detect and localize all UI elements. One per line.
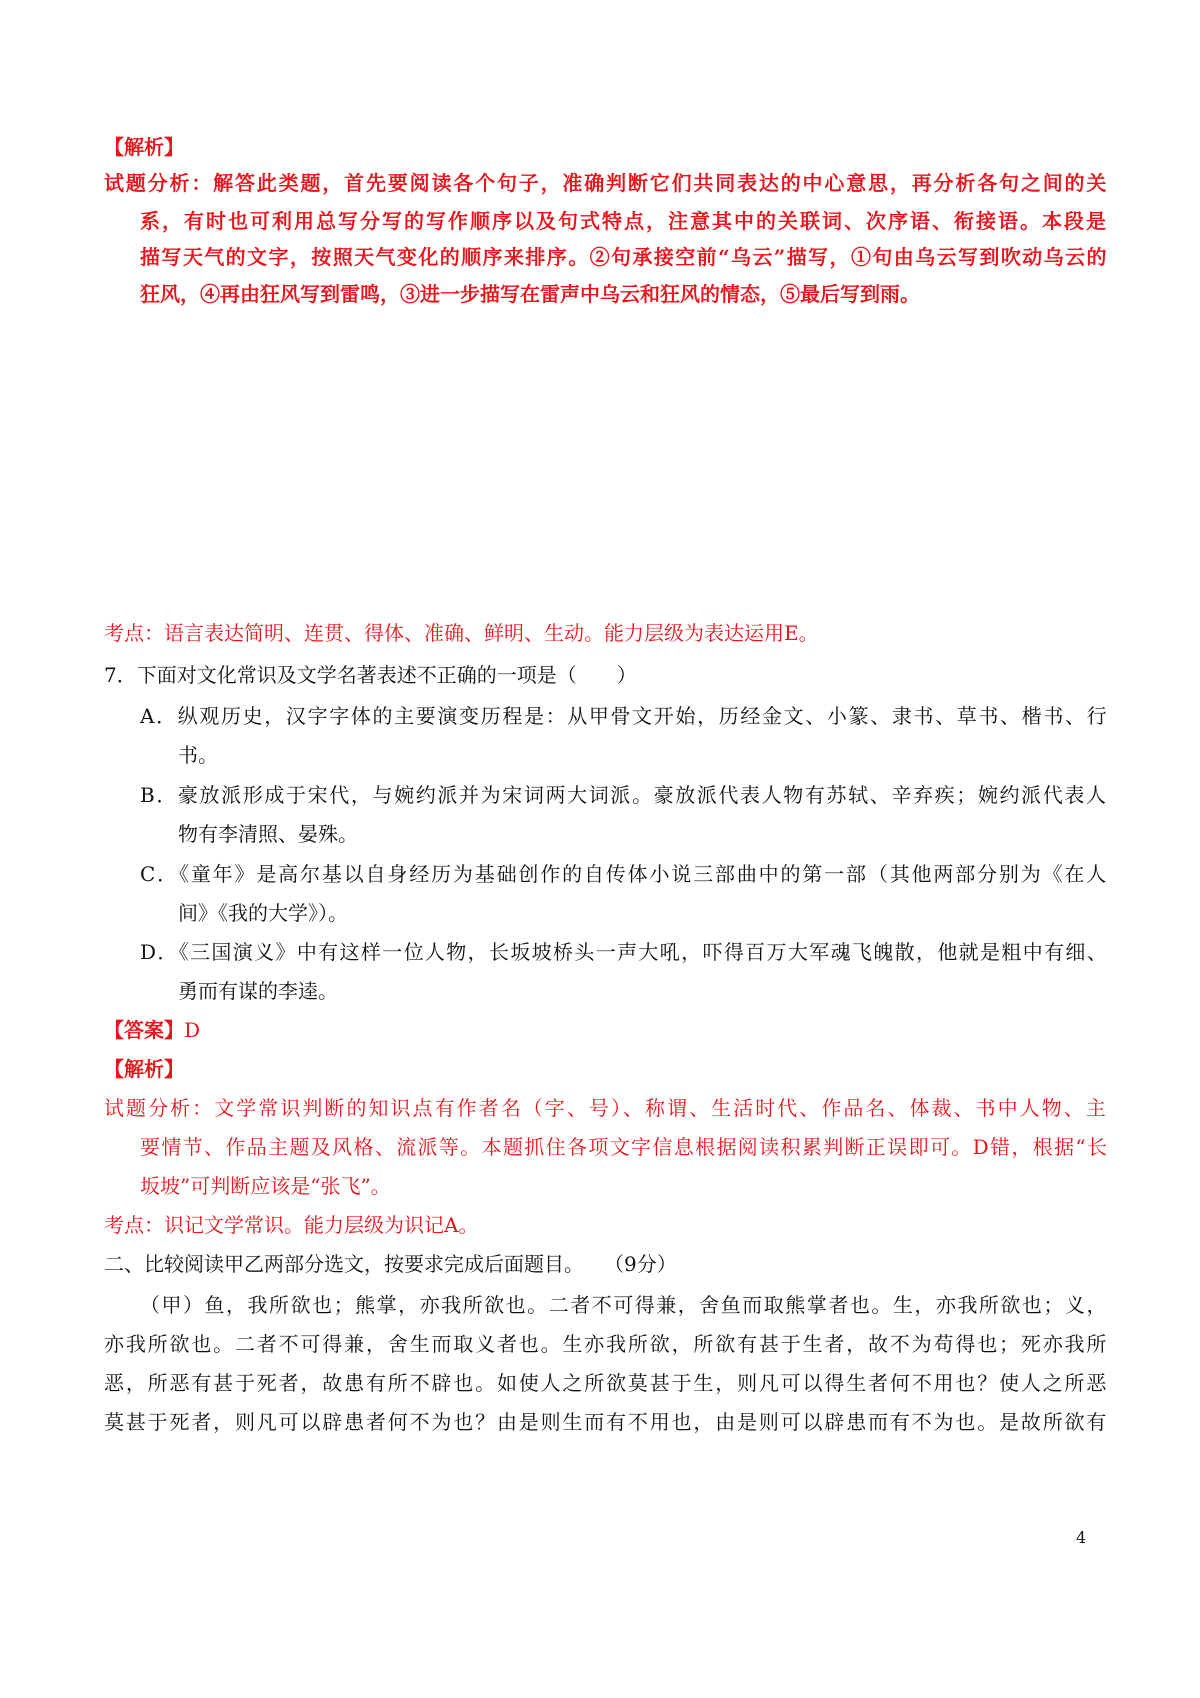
passage-line: 亦我所欲也。二者不可得兼，舍生而取义者也。生亦我所欲，所欲有甚于生者，故不为苟得也；死亦我所 — [104, 1332, 1109, 1356]
page-number: 4 — [1076, 1528, 1087, 1547]
analysis-line: 狂风，④再由狂风写到雷鸣，③进一步描写在雷声中乌云和狂风的情态，⑤最后写到雨。 — [140, 282, 920, 306]
kaodian-line: 考点：语言表达简明、连贯、得体、准确、鲜明、生动。能力层级为表达运用E。 — [104, 621, 819, 645]
analysis-line: 要情节、作品主题及风格、流派等。本题抓住各项文字信息根据阅读积累判断正误即可。D错，根据“长 — [140, 1135, 1109, 1159]
option-d-cont: 勇而有谋的李逵。 — [178, 979, 338, 1003]
analysis-line: 试题分析：文学常识判断的知识点有作者名（字、号）、称谓、生活时代、作品名、体裁、书中人物、主 — [104, 1096, 1108, 1120]
analysis-heading: 【解析】 — [104, 135, 184, 159]
passage-line: 恶，所恶有甚于死者，故患有所不辟也。如使人之所欲莫甚于生，则凡可以得生者何不用也？使人之所恶 — [104, 1371, 1109, 1395]
option-c: C．《童年》是高尔基以自身经历为基础创作的自传体小说三部曲中的第一部（其他两部分别为《在人 — [140, 862, 1109, 886]
section-title: 二、比较阅读甲乙两部分选文，按要求完成后面题目。 （9分） — [104, 1252, 677, 1276]
question-stem: 7．下面对文化常识及文学名著表述不正确的一项是（ ） — [104, 663, 637, 687]
analysis-line: 坂坡”可判断应该是“张飞”。 — [140, 1174, 391, 1198]
analysis-heading: 【解析】 — [104, 1057, 184, 1081]
analysis-line: 试题分析：解答此类题，首先要阅读各个句子，准确判断它们共同表达的中心意思，再分析各句之间的关 — [104, 171, 1109, 195]
analysis-line: 系，有时也可利用总写分写的写作顺序以及句式特点，注意其中的关联词、次序语、衔接语。本段是 — [140, 209, 1108, 233]
option-d: D．《三国演义》中有这样一位人物，长坂坡桥头一声大吼，吓得百万大军魂飞魄散，他就是粗中有细、 — [140, 940, 1109, 964]
analysis-line: 描写天气的文字，按照天气变化的顺序来排序。②句承接空前“乌云”描写，①句由乌云写到吹动乌云的 — [140, 245, 1108, 269]
option-b-cont: 物有李清照、晏殊。 — [178, 822, 358, 846]
option-a-cont: 书。 — [178, 743, 218, 767]
answer-value: D — [184, 1018, 201, 1042]
passage-line: （甲）鱼，我所欲也；熊掌，亦我所欲也。二者不可得兼，舍鱼而取熊掌者也。生，亦我所欲也；义， — [140, 1293, 1108, 1317]
answer-line — [104, 1016, 200, 1044]
option-b: B．豪放派形成于宋代，与婉约派并为宋词两大词派。豪放派代表人物有苏轼、辛弃疾；婉约派代表人 — [140, 783, 1108, 807]
kaodian-line: 考点：识记文学常识。能力层级为识记A。 — [104, 1213, 479, 1237]
answer-label: 【答案】 — [104, 1018, 184, 1042]
passage-line: 莫甚于死者，则凡可以辟患者何不为也？由是则生而有不用也，由是则可以辟患而有不为也。是故所欲有 — [104, 1410, 1109, 1434]
option-c-cont: 间》《我的大学》）。 — [178, 901, 348, 925]
option-a: A．纵观历史，汉字字体的主要演变历程是：从甲骨文开始，历经金文、小篆、隶书、草书、楷书、行 — [140, 704, 1109, 728]
